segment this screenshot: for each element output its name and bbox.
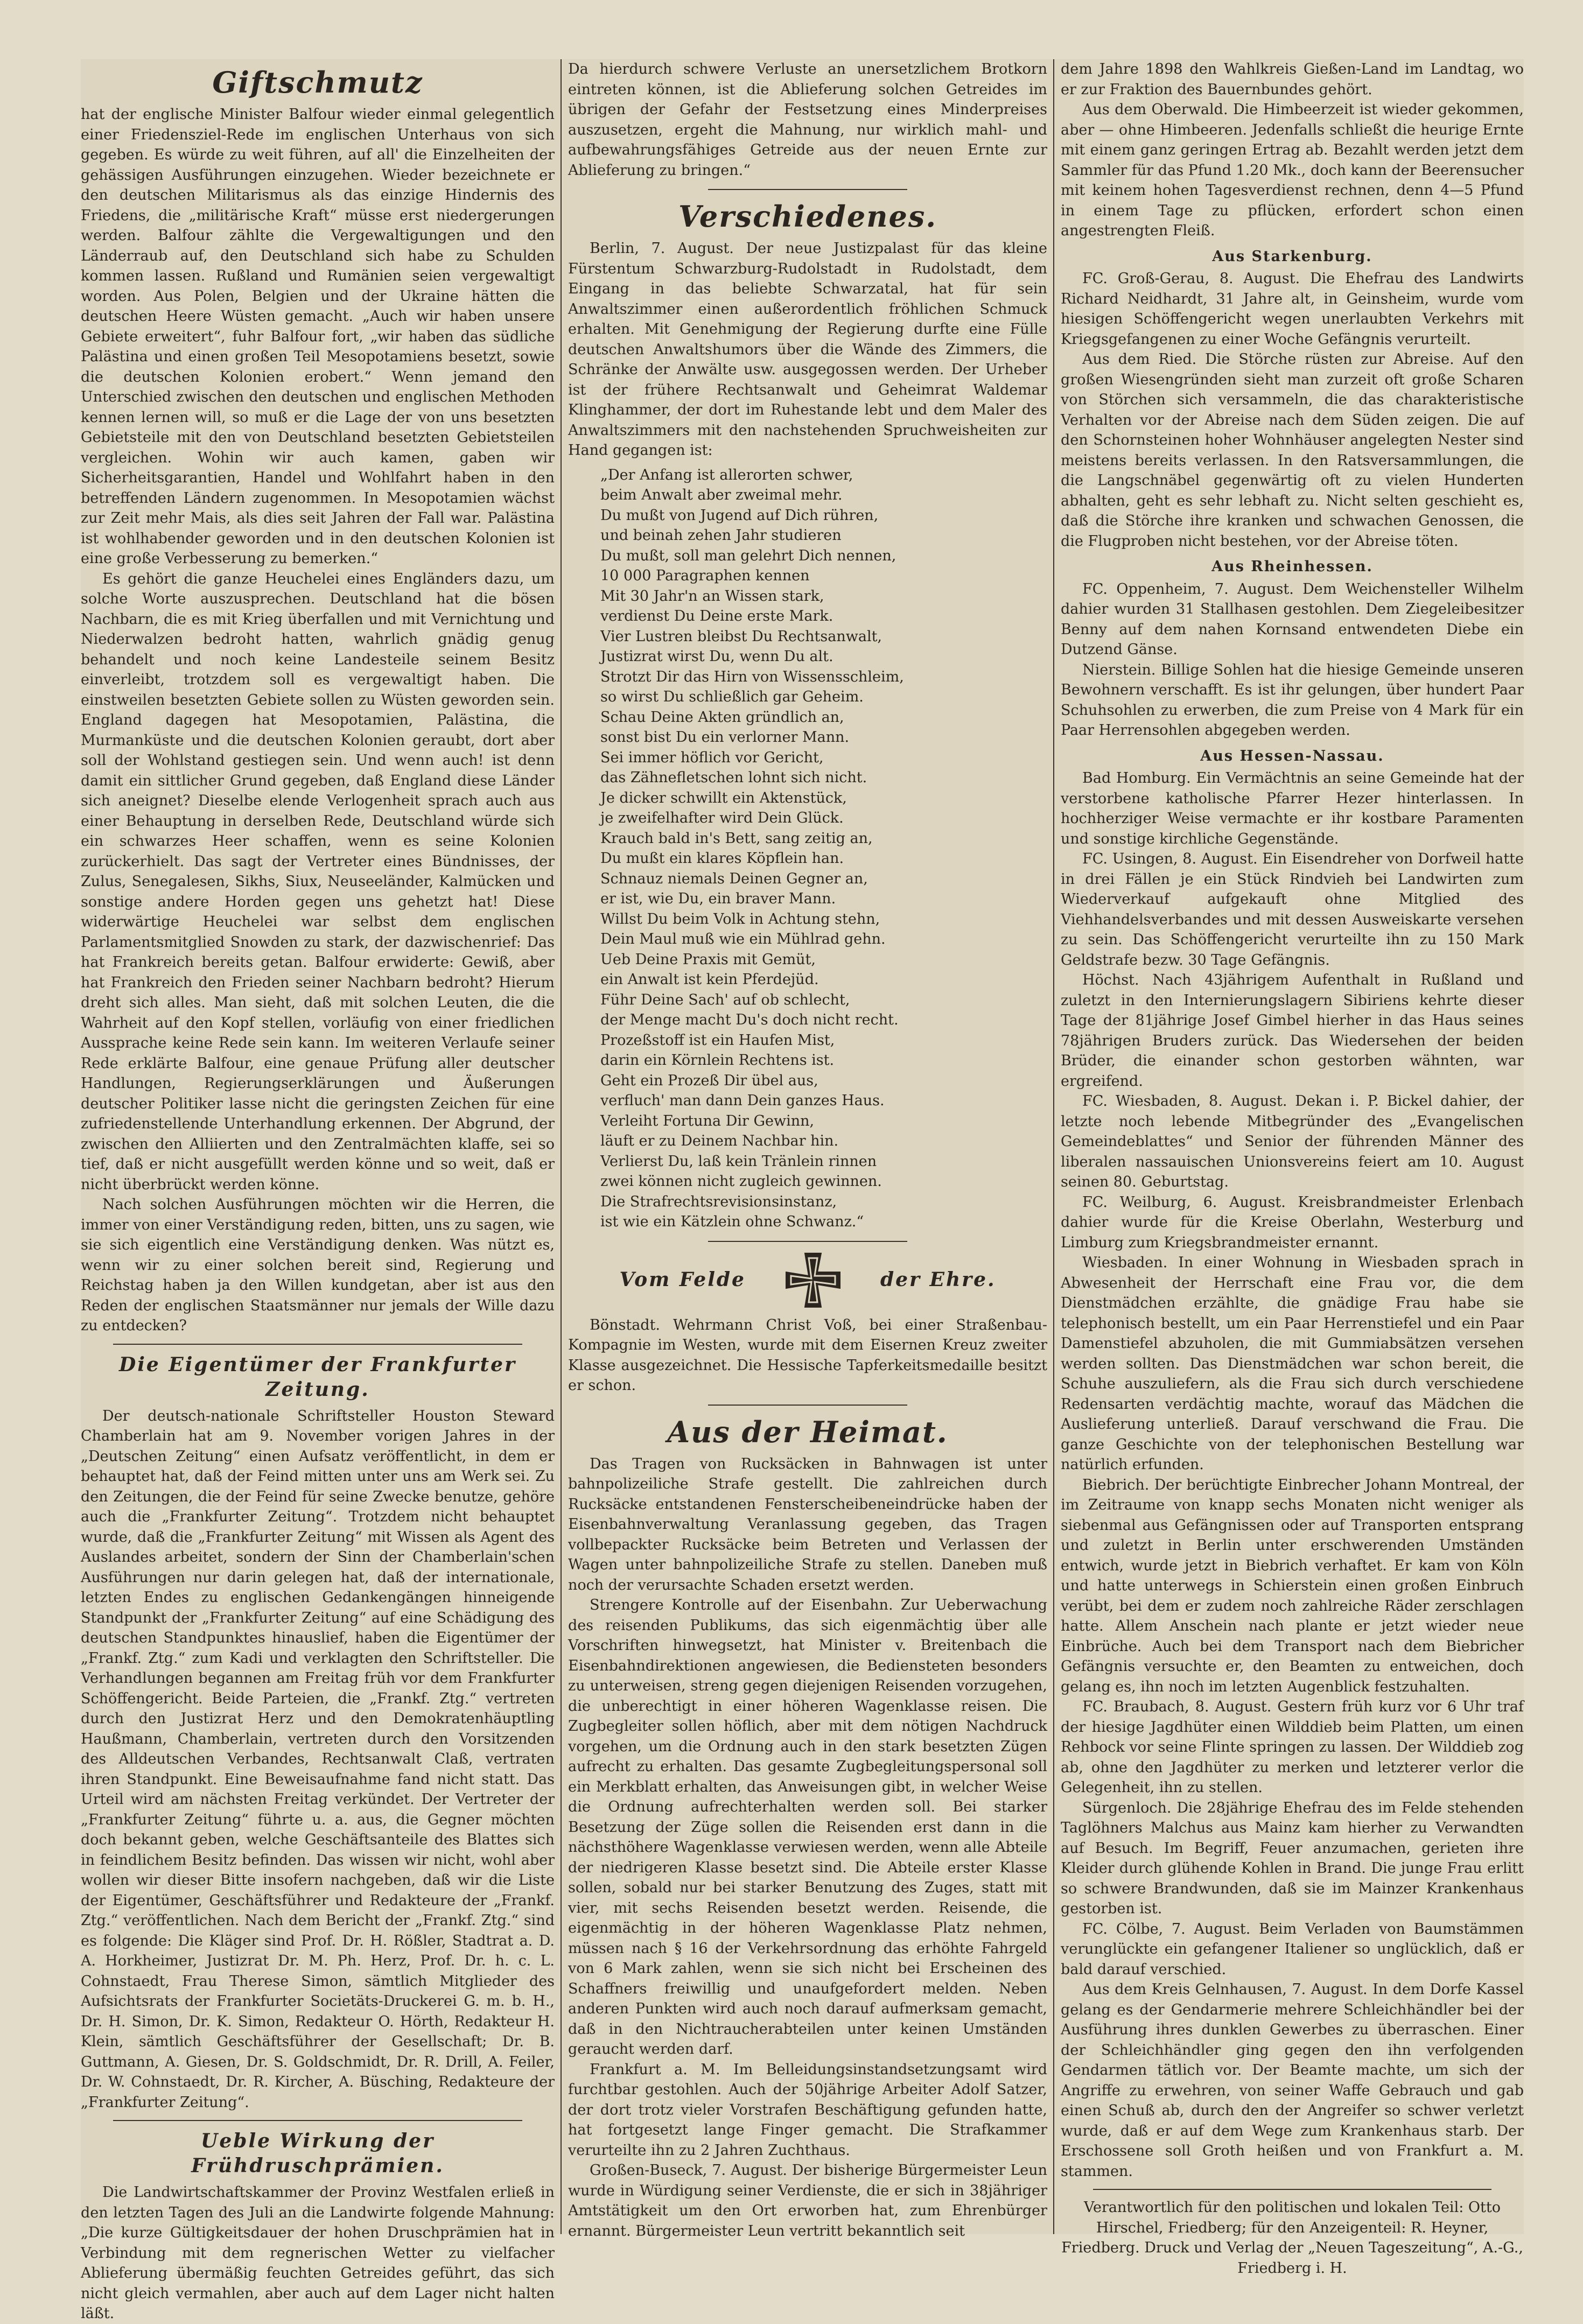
article-paragraph: Der deutsch-nationale Schriftsteller Houston Steward Chamberlain hat am 9. November vorigen Jahres in der „Deutschen Zeitung“ einen Aufsatz veröffentlicht, in dem er behauptet hat, daß der Feind mitten unter uns am Werk sei. Zu den Zeitungen, die der Feind für seine Zwecke benutze, gehöre auch die „Frankfurter Zeitung“. Trotzdem nicht behauptet wurde, daß die „Frankfurter Zeitung“ mit Wissen als Agent des Auslandes arbeitet, sondern der Sinn der Chamberlain'schen Ausführungen nur darin gelegen hat, daß der internationale, letzten Endes zu englischen Gedankengängen hinneigende Standpunkt der „Frankfurter Zeitung“ auf eine Schädigung des deutschen Standpunktes hinauslief, haben die Eigentümer der „Frankf. Ztg.“ zum Kadi und verklagten den Schriftsteller. Die Verhandlungen begannen am Freitag früh vor dem Frankfurter Schöffengericht. Beide Parteien, die „Frankf. Ztg.“ vertreten durch den Justizrat Herz und den Demokratenhäuptling Haußmann, Chamberlain, vertreten durch den Vorsitzenden des Alldeutschen Verbandes, Rechtsanwalt Claß, vertraten ihren Standpunkt. Eine Beweisaufnahme fand nicht statt. Das Urteil wird am nächsten Freitag verkündet. Der Vertreter der „Frankfurter Zeitung“ führte u. a. aus, die Gegner möchten doch bekannt geben, welche Geschäftsanteile des Blattes sich in feindlichem Besitz befinden. Das wissen wir nicht, wohl aber wollen wir dieser Bitte insofern nachgeben, daß wir die Liste der Eigentümer, Geschäftsführer und Redakteure der „Frankf. Ztg.“ veröffentlichen. Nach dem Bericht der „Frankf. Ztg.“ sind es folgende: Die Kläger sind Prof. Dr. H. Rößler, Stadtrat a. D. A. Horkheimer, Justizrat Dr. M. Ph. Herz, Prof. Dr. h. c. L. Cohnstaedt, Frau Therese Simon, sämtlich Mitglieder des Aufsichtsrats der Frankfurter Societäts-Druckerei G. m. b. H., Dr. H. Simon, Dr. K. Simon, Redakteur O. Hörth, Redakteur H. Klein, sämtlich Geschäftsführer der Gesellschaft; Dr. B. Guttmann, A. Giesen, Dr. S. Goldschmidt, Dr. R. Drill, A. Feiler, Dr. W. Cohnstaedt, Dr. R. Kircher, A. Büsching, Redakteure der „Frankfurter Zeitung“.	[81, 1407, 555, 2111]
article-paragraph: Strengere Kontrolle auf der Eisenbahn. Zur Ueberwachung des reisenden Publikums, das sich eigenmächtig über alle Vorschriften hinwegsetzt, hat Minister v. Breitenbach die Eisenbahndirektionen angewiesen, die Bediensteten besonders zu unterweisen, streng gegen diejenigen Reisenden vorzugehen, die unberechtigt in einer höheren Wagenklasse reisen. Die Zugbegleiter sollen höflich, aber mit dem nötigen Nachdruck vorgehen, um die Ordnung auch in den stark besetzten Zügen aufrecht zu erhalten. Das gesamte Zugbegleitungspersonal soll ein Merkblatt erhalten, das Anweisungen gibt, in welcher Weise die Ordnung aufrechterhalten werden soll. Bei starker Besetzung der Züge sollen die Reisenden erst dann in die nächsthöhere Wagenklasse verwiesen werden, wenn alle Abteile der niedrigeren Klasse besetzt sind. Die Abteile erster Klasse sollen, sobald nur bei starker Benutzung des Zuges, statt mit vier, mit sechs Reisenden besetzt werden. Reisende, die eigenmächtig in der höheren Wagenklasse Platz nehmen, müssen nach § 16 der Verkehrsordnung das erhöhte Fahrgeld von 6 Mark zahlen, wenn sie sich nicht bei Erscheinen des Schaffners freiwillig und unaufgefordert melden. Neben anderen Punkten wird auch noch darauf aufmerksam gemacht, daß in den Nichtraucherabteilen unter keinen Umständen geraucht werden darf.	[568, 1597, 1047, 2058]
iron-cross-icon	[783, 1251, 843, 1310]
article-paragraph: FC. Oppenheim, 7. August. Dem Weichensteller Wilhelm dahier wurden 31 Stallhasen gestohlen. Dem Ziegeleibesitzer Benny auf dem nahen Kornsand entwendeten Diebe ein Dutzend Gänse.	[1061, 580, 1524, 658]
headline-frankfurter-zeitung: Die Eigentümer der Frankfurter Zeitung.	[118, 1353, 517, 1401]
article-paragraph: Sürgenloch. Die 28jährige Ehefrau des im Felde stehenden Taglöhners Malchus aus Mainz kam hierher zu Verwandten auf Besuch. Im Begriff, Feuer anzumachen, gerieten ihre Kleider durch glühende Kohlen in Brand. Die junge Frau erlitt so schwere Brandwunden, daß sie im Mainzer Krankenhaus gestorben ist.	[1061, 1799, 1524, 1917]
headline-aus-der-heimat: Aus der Heimat.	[667, 1414, 948, 1449]
article-paragraph: Aus dem Ried. Die Störche rüsten zur Abreise. Auf den großen Wiesengründen sieht man zurzeit oft große Scharen von Störchen sich versammeln, die das charakteristische Verhalten vor der Abreise nach dem Süden zeigen. Die auf den Schornsteinen hoher Wohnhäuser angelegten Nester sind meistens bereits verlassen. In den Ratsversammlungen, die die Langschnäbel gegenwärtig oft zu vielen Hunderten abhalten, geht es sehr lebhaft zu. Nicht selten geschieht es, daß die Störche ihre kranken und schwachen Genossen, die die Flugproben nicht bestehen, vor der Abreise töten.	[1061, 351, 1524, 550]
section-divider	[113, 1344, 522, 1345]
article-paragraph: Großen-Buseck, 7. August. Der bisherige Bürgermeister Leun wurde in Würdigung seiner Verdienste, die er sich in 38jähriger Amtstätigkeit um den Ort erworben hat, zum Ehrenbürger ernannt. Bürgermeister Leun vertritt bekanntlich seit	[568, 2162, 1047, 2239]
feld-label-left: Vom Felde	[619, 1268, 746, 1291]
column-left	[81, 59, 555, 2322]
section-divider	[708, 189, 907, 190]
article-paragraph: FC. Cölbe, 7. August. Beim Verladen von Baumstämmen verunglückte ein gefangener Italiener so unglücklich, daß er bald darauf verschied.	[1061, 1920, 1524, 1978]
article-paragraph: FC. Braubach, 8. August. Gestern früh kurz vor 6 Uhr traf der hiesige Jagdhüter einen Wilddieb beim Platten, um einen Rehbock vor seine Flinte springen zu lassen. Der Wilddieb zog ab, ohne den Jagdhüter zu merken und letzterer verlor die Gelegenheit, ihn zu stellen.	[1061, 1698, 1524, 1796]
article-paragraph: Bad Homburg. Ein Vermächtnis an seine Gemeinde hat der verstorbene katholische Pfarrer Hezer hinterlassen. In hochherziger Weise vermachte er ihr kostbare Paramenten und sonstige kirchliche Gegenstände.	[1061, 770, 1524, 847]
article-paragraph: Es gehört die ganze Heuchelei eines Engländers dazu, um solche Worte auszusprechen. Deutschland hat die bösen Nachbarn, die es mit Krieg überfallen und mit Vernichtung und Niederwalzen bedroht hatten, wahrlich gnädig genug behandelt und noch keine Landesteile seinem Besitz einverleibt, trotzdem soll es vergewaltigt haben. Die einstweilen besetzten Gebiete sollen zu Wüsten geworden sein. England dagegen hat Mesopotamien, Palästina, die Murmanküste und die deutschen Kolonien geraubt, dort aber soll der Wohlstand gestiegen sein. Und wenn auch! ist denn damit ein sittlicher Grund gegeben, daß England diese Länder sich aneignet? Dieselbe elende Verlogenheit sprach auch aus einer Behauptung in derselben Rede, Deutschland würde sich ein schwarzes Heer schaffen, wenn es seine Kolonien zurückerhielt. Das sagt der Vertreter eines Bündnisses, der Zulus, Senegalesen, Sikhs, Siux, Neuseeländer, Kalmücken und sonstige andere Horden gegen uns gehetzt hat! Diese widerwärtige Heuchelei war selbst dem englischen Parlamentsmitglied Snowden zu stark, der dazwischenrief: Das hat Frankreich bereits getan. Balfour erwiderte: Gewiß, aber hat Frankreich den Frieden seiner Nachbarn bedroht? Hierum dreht sich alles. Man sieht, daß mit solchen Leuten, die die Wahrheit auf den Kopf stellen, vorläufig von einer friedlichen Aussprache keine Rede sein kann. Im weiteren Verlaufe seiner Rede erklärte Balfour, eine genaue Prüfung aller deutscher Handlungen, Regierungserklärungen und Äußerungen deutscher Politiker lasse nicht die geringsten Zeichen für eine zufriedenstellende Unterhandlung erkennen. Der Abgrund, der zwischen den Alliierten und den Zentralmächten klaffe, sei so tief, daß er nicht ausgefüllt werden könne und so weit, daß er nicht überbrückt werden könne.	[81, 570, 555, 1193]
section-subheading: Aus Rheinhessen.	[1211, 558, 1373, 575]
headline-giftschmutz: Giftschmutz	[212, 65, 423, 100]
section-divider	[708, 1241, 907, 1242]
article-paragraph: Höchst. Nach 43jährigem Aufenthalt in Rußland und zuletzt in den Internierungslagern Sibiriens kehrte dieser Tage der 81jährige Josef Gimbel hierher in das Haus seines 78jährigen Bruders zurück. Das Wiedersehen der beiden Brüder, die einander schon gestorben wähnten, war ergreifend.	[1061, 972, 1524, 1090]
article-paragraph: FC. Usingen, 8. August. Ein Eisendreher von Dorfweil hatte in drei Fällen je ein Stück Rindvieh bei Landwirten zum Wiederverkauf aufgekauft ohne Mitglied des Viehhandelsverbandes und mit dessen Ausweiskarte versehen zu sein. Das Schöffengericht verurteilte ihn zu 150 Mark Geldstrafe bezw. 30 Tage Gefängnis.	[1061, 851, 1524, 968]
feld-label-right: der Ehre.	[880, 1268, 996, 1291]
headline-verschiedenes: Verschiedenes.	[678, 199, 937, 234]
article-paragraph: Berlin, 7. August. Der neue Justizpalast für das kleine Fürstentum Schwarzburg-Rudolstadt in Rudolstadt, dem Eingang in das beliebte Schwarzatal, hat für sein Anwaltszimmer einen außerordentlich fröhlichen Schmuck erhalten. Mit Genehmigung der Regierung durfte eine Fülle deutschen Anwaltshumors über die Wände des Zimmers, die Schränke der Anwälte usw. ausgegossen werden. Der Urheber ist der frühere Rechtsanwalt und Geheimrat Waldemar Klinghammer, der dort im Ruhestande lebt und dem Maler des Anwaltszimmers mit den nachstehenden Spruchweisheiten zur Hand gegangen ist:	[568, 240, 1047, 459]
article-paragraph: Aus dem Kreis Gelnhausen, 7. August. In dem Dorfe Kassel gelang es der Gendarmerie mehrere Schleichhändler bei der Ausführung ihres dunklen Gewerbes zu überraschen. Einer der Schleichhändler ging gegen den ihn verfolgenden Gendarmen tätlich vor. Der Beamte machte, um sich der Angriffe zu erwehren, von seiner Waffe Gebrauch und gab einen Schuß ab, durch den der Angreifer so schwer verletzt wurde, daß er auf dem Wege zum Krankenhaus starb. Der Erschossene soll Groth heißen und von Frankfurt a. M. stammen.	[1061, 1981, 1524, 2180]
section-divider	[1093, 2189, 1491, 2190]
article-paragraph: hat der englische Minister Balfour wieder einmal gelegentlich einer Friedensziel-Rede im englischen Unterhaus von sich gegeben. Es würde zu weit führen, auf all' die Einzelheiten der gehässigen Ausführungen einzugehen. Wieder bezeichnete er den deutschen Militarismus als das einzige Hindernis des Friedens, die „militärische Kraft“ müsse erst niedergerungen werden. Balfour zählte die Vergewaltigungen und den Länderraub auf, den Deutschland sich habe zu Schulden kommen lassen. Rußland und Rumänien seien vergewaltigt worden. Aus Polen, Belgien und der Ukraine hätten die deutschen Heere Wüsten gemacht. „Auch wir haben unsere Gebiete erweitert“, fuhr Balfour fort, „wir haben das südliche Palästina und einen großen Teil Mesopotamiens besetzt, sowie die deutschen Kolonien erobert.“ Wenn jemand den Unterschied zwischen den deutschen und englischen Methoden kennen lernen will, so muß er die Lage der von uns besetzten Gebietsteile mit den von Deutschland besetzten Gebietsteilen vergleichen. Wohin wir auch kamen, gaben wir Sicherheitsgarantien, Handel und Wohlfahrt haben in den betreffenden Ländern zugenommen. In Mesopotamien wächst zur Zeit mehr Mais, als dies seit Jahren der Fall war. Palästina ist wohlhabender geworden und in den deutschen Kolonien ist eine große Verbesserung zu bemerken.“	[81, 106, 555, 567]
column-middle	[568, 59, 1047, 2239]
column-rule	[1053, 59, 1054, 2234]
article-paragraph: Biebrich. Der berüchtigte Einbrecher Johann Montreal, der im Zeitraume von knapp sechs Monaten nicht weniger als siebenmal aus Gefängnissen oder auf Transporten entsprang und zuletzt in Berlin unter erschwerenden Umständen entwich, wurde jetzt in Biebrich verhaftet. Er kam von Köln und hatte unterwegs in Schierstein einen großen Einbruch verübt, bei dem er zudem noch zahlreiche Räder zerschlagen hatte. Allem Anschein nach plante er jetzt wieder neue Einbrüche. Auch bei dem Transport nach dem Biebricher Gefängnis versuchte er, den Beamten zu entweichen, doch gelang es, ihn noch im letzten Augenblick festzuhalten.	[1061, 1476, 1524, 1695]
section-divider	[113, 2120, 522, 2121]
article-paragraph: FC. Weilburg, 6. August. Kreisbrandmeister Erlenbach dahier wurde für die Kreise Oberlahn, Westerburg und Limburg zum Kriegsbrandmeister ernannt.	[1061, 1193, 1524, 1251]
column-rule	[561, 59, 562, 2234]
newspaper-page	[81, 59, 1524, 2322]
article-paragraph: Frankfurt a. M. Im Belleidungsinstandsetzungsamt wird furchtbar gestohlen. Auch der 50jährige Arbeiter Adolf Satzer, der dort trotz vieler Vorstrafen Beschäftigung gefunden hatte, hat fortgesetzt lange Finger gemacht. Die Strafkammer verurteilte ihn zu 2 Jahren Zuchthaus.	[568, 2061, 1047, 2159]
headline-fruehdruschpraemien: Ueble Wirkung der Frühdruschprämien.	[191, 2130, 444, 2177]
article-paragraph: dem Jahre 1898 den Wahlkreis Gießen-Land im Landtag, wo er zur Fraktion des Bauernbundes gehört.	[1061, 61, 1524, 98]
section-subheading: Aus Hessen-Nassau.	[1200, 747, 1384, 764]
article-paragraph: FC. Wiesbaden, 8. August. Dekan i. P. Bickel dahier, der letzte noch lebende Mitbegründer des „Evangelischen Gemeindeblattes“ und Senior der führenden Männer des liberalen nassauischen Unionsvereins feiert am 10. August seinen 80. Geburtstag.	[1061, 1093, 1524, 1190]
column-right	[1061, 59, 1524, 2277]
vom-felde-der-ehre-heading	[568, 1251, 1047, 1310]
article-paragraph: Wiesbaden. In einer Wohnung in Wiesbaden sprach in Abwesenheit der Herrschaft eine Frau vor, die dem Dienstmädchen erzählte, die gnädige Frau habe sie telephonisch bestellt, um ein Paar Herrenstiefel und ein Paar Damenstiefel abzuholen, die mit Gummiabsätzen versehen werden sollten. Das Dienstmädchen war schon bereit, die Schuhe auszuliefern, als die Frau sich durch verschiedene Redensarten verdächtig machte, worauf das Mädchen die Auslieferung unterließ. Darauf verschwand die Frau. Die ganze Geschichte von der telephonischen Bestellung war natürlich erfunden.	[1061, 1254, 1524, 1473]
section-divider	[708, 1405, 907, 1406]
article-paragraph: Nach solchen Ausführungen möchten wir die Herren, die immer von einer Verständigung reden, bitten, uns zu sagen, wie sie sich eigentlich eine Verständigung denken. Was nützt es, wenn wir zu einer solchen bereit sind, Regierung und Reichstag haben ja den Willen kundgetan, aber ist aus den Reden der englischen Staatsmänner nur jemals der Wille dazu zu entdecken?	[81, 1196, 555, 1334]
verse-block: „Der Anfang ist allerorten schwer, beim Anwalt aber zweimal mehr. Du mußt von Jugend auf Dich rühren, und beinah zehen Jahr studieren Du mußt, soll man gelehrt Dich nennen, 10 000 Paragraphen kennen Mit 30 Jahr'n an Wissen stark, verdienst Du Deine erste Mark. Vier Lustren bleibst Du Rechtsanwalt, Justizrat wirst Du, wenn Du alt. Strotzt Dir das Hirn von Wissensschleim, so wirst Du schließlich gar Geheim. Schau Deine Akten gründlich an, sonst bist Du ein verlorner Mann. Sei immer höflich vor Gericht, das Zähnefletschen lohnt sich nicht. Je dicker schwillt ein Aktenstück, je zweifelhafter wird Dein Glück. Krauch bald in's Bett, sang zeitig an, Du mußt ein klares Köpflein han. Schnauz niemals Deinen Gegner an, er ist, wie Du, ein braver Mann. Willst Du beim Volk in Achtung stehn, Dein Maul muß wie ein Mühlrad gehn. Ueb Deine Praxis mit Gemüt, ein Anwalt ist kein Pferdejüd. Führ Deine Sach' auf ob schlecht, der Menge macht Du's doch nicht recht. Prozeßstoff ist ein Haufen Mist, darin ein Körnlein Rechtens ist. Geht ein Prozeß Dir übel aus, verfluch' man dann Dein ganzes Haus. Verleiht Fortuna Dir Gewinn, läuft er zu Deinem Nachbar hin. Verlierst Du, laß kein Tränlein rinnen zwei können nicht zugleich gewinnen. Die Strafrechtsrevisionsinstanz, ist wie ein Kätzlein ohne Schwanz.“	[600, 466, 904, 1230]
article-paragraph: Da hierdurch schwere Verluste an unersetzlichem Brotkorn eintreten können, ist die Ablieferung solchen Getreides im übrigen der Gefahr der Festsetzung eines Minderpreises auszusetzen, ergeht die Mahnung, nur wirklich mahl- und aufbewahrungsfähiges Getreide aus der neuen Ernte zur Ablieferung zu bringen.“	[568, 61, 1047, 179]
article-paragraph: Aus dem Oberwald. Die Himbeerzeit ist wieder gekommen, aber — ohne Himbeeren. Jedenfalls schließt die heurige Ernte mit einem ganz geringen Ertrag ab. Bezahlt werden jetzt dem Sammler für das Pfund 1.20 Mk., doch kann der Beerensucher mit keinem hohen Tagesverdienst rechnen, denn 4—5 Pfund in einem Tage zu pflücken, erfordert schon einen angestrengten Fleiß.	[1061, 101, 1524, 239]
section-subheading: Aus Starkenburg.	[1212, 248, 1372, 265]
imprint: Verantwortlich für den politischen und lokalen Teil: Otto Hirschel, Friedberg; für den Anzeigenteil: R. Heyner, Friedberg. Druck und Verlag der „Neuen Tageszeitung“, A.-G., Friedberg i. H.	[1061, 2199, 1523, 2277]
article-paragraph: FC. Groß-Gerau, 8. August. Die Ehefrau des Landwirts Richard Neidhardt, 31 Jahre alt, in Geinsheim, wurde vom hiesigen Schöffengericht wegen unerlaubten Verkehrs mit Kriegsgefangenen zu einer Woche Gefängnis verurteilt.	[1061, 270, 1524, 348]
article-paragraph: Die Landwirtschaftskammer der Provinz Westfalen erließ in den letzten Tagen des Juli an die Landwirte folgende Mahnung: „Die kurze Gültigkeitsdauer der hohen Druschprämien hat in Verbindung mit dem regnerischen Wetter zu vielfacher Ablieferung übermäßig feuchten Getreides geführt, das sich nicht gleich vermahlen, aber auch auf dem Lager nicht halten läßt.	[81, 2184, 555, 2322]
article-paragraph: Bönstadt. Wehrmann Christ Voß, bei einer Straßenbau-Kompagnie im Westen, wurde mit dem Eisernen Kreuz zweiter Klasse ausgezeichnet. Die Hessische Tapferkeitsmedaille besitzt er schon.	[568, 1316, 1047, 1394]
article-paragraph: Das Tragen von Rucksäcken in Bahnwagen ist unter bahnpolizeiliche Strafe gestellt. Die zahlreichen durch Rucksäcke entstandenen Fensterscheibeneindrücke haben der Eisenbahnverwaltung Veranlassung gegeben, das Tragen vollbepackter Rucksäcke beim Betreten und Verlassen der Wagen unter bahnpolizeiliche Strafe zu stellen. Daneben muß noch der verursachte Schaden ersetzt werden.	[568, 1455, 1047, 1593]
article-paragraph: Nierstein. Billige Sohlen hat die hiesige Gemeinde unseren Bewohnern verschafft. Es ist ihr gelungen, über hundert Paar Schuhsohlen zu erwerben, die zum Preise von 4 Mark für ein Paar Herrensohlen abgegeben werden.	[1061, 661, 1524, 739]
